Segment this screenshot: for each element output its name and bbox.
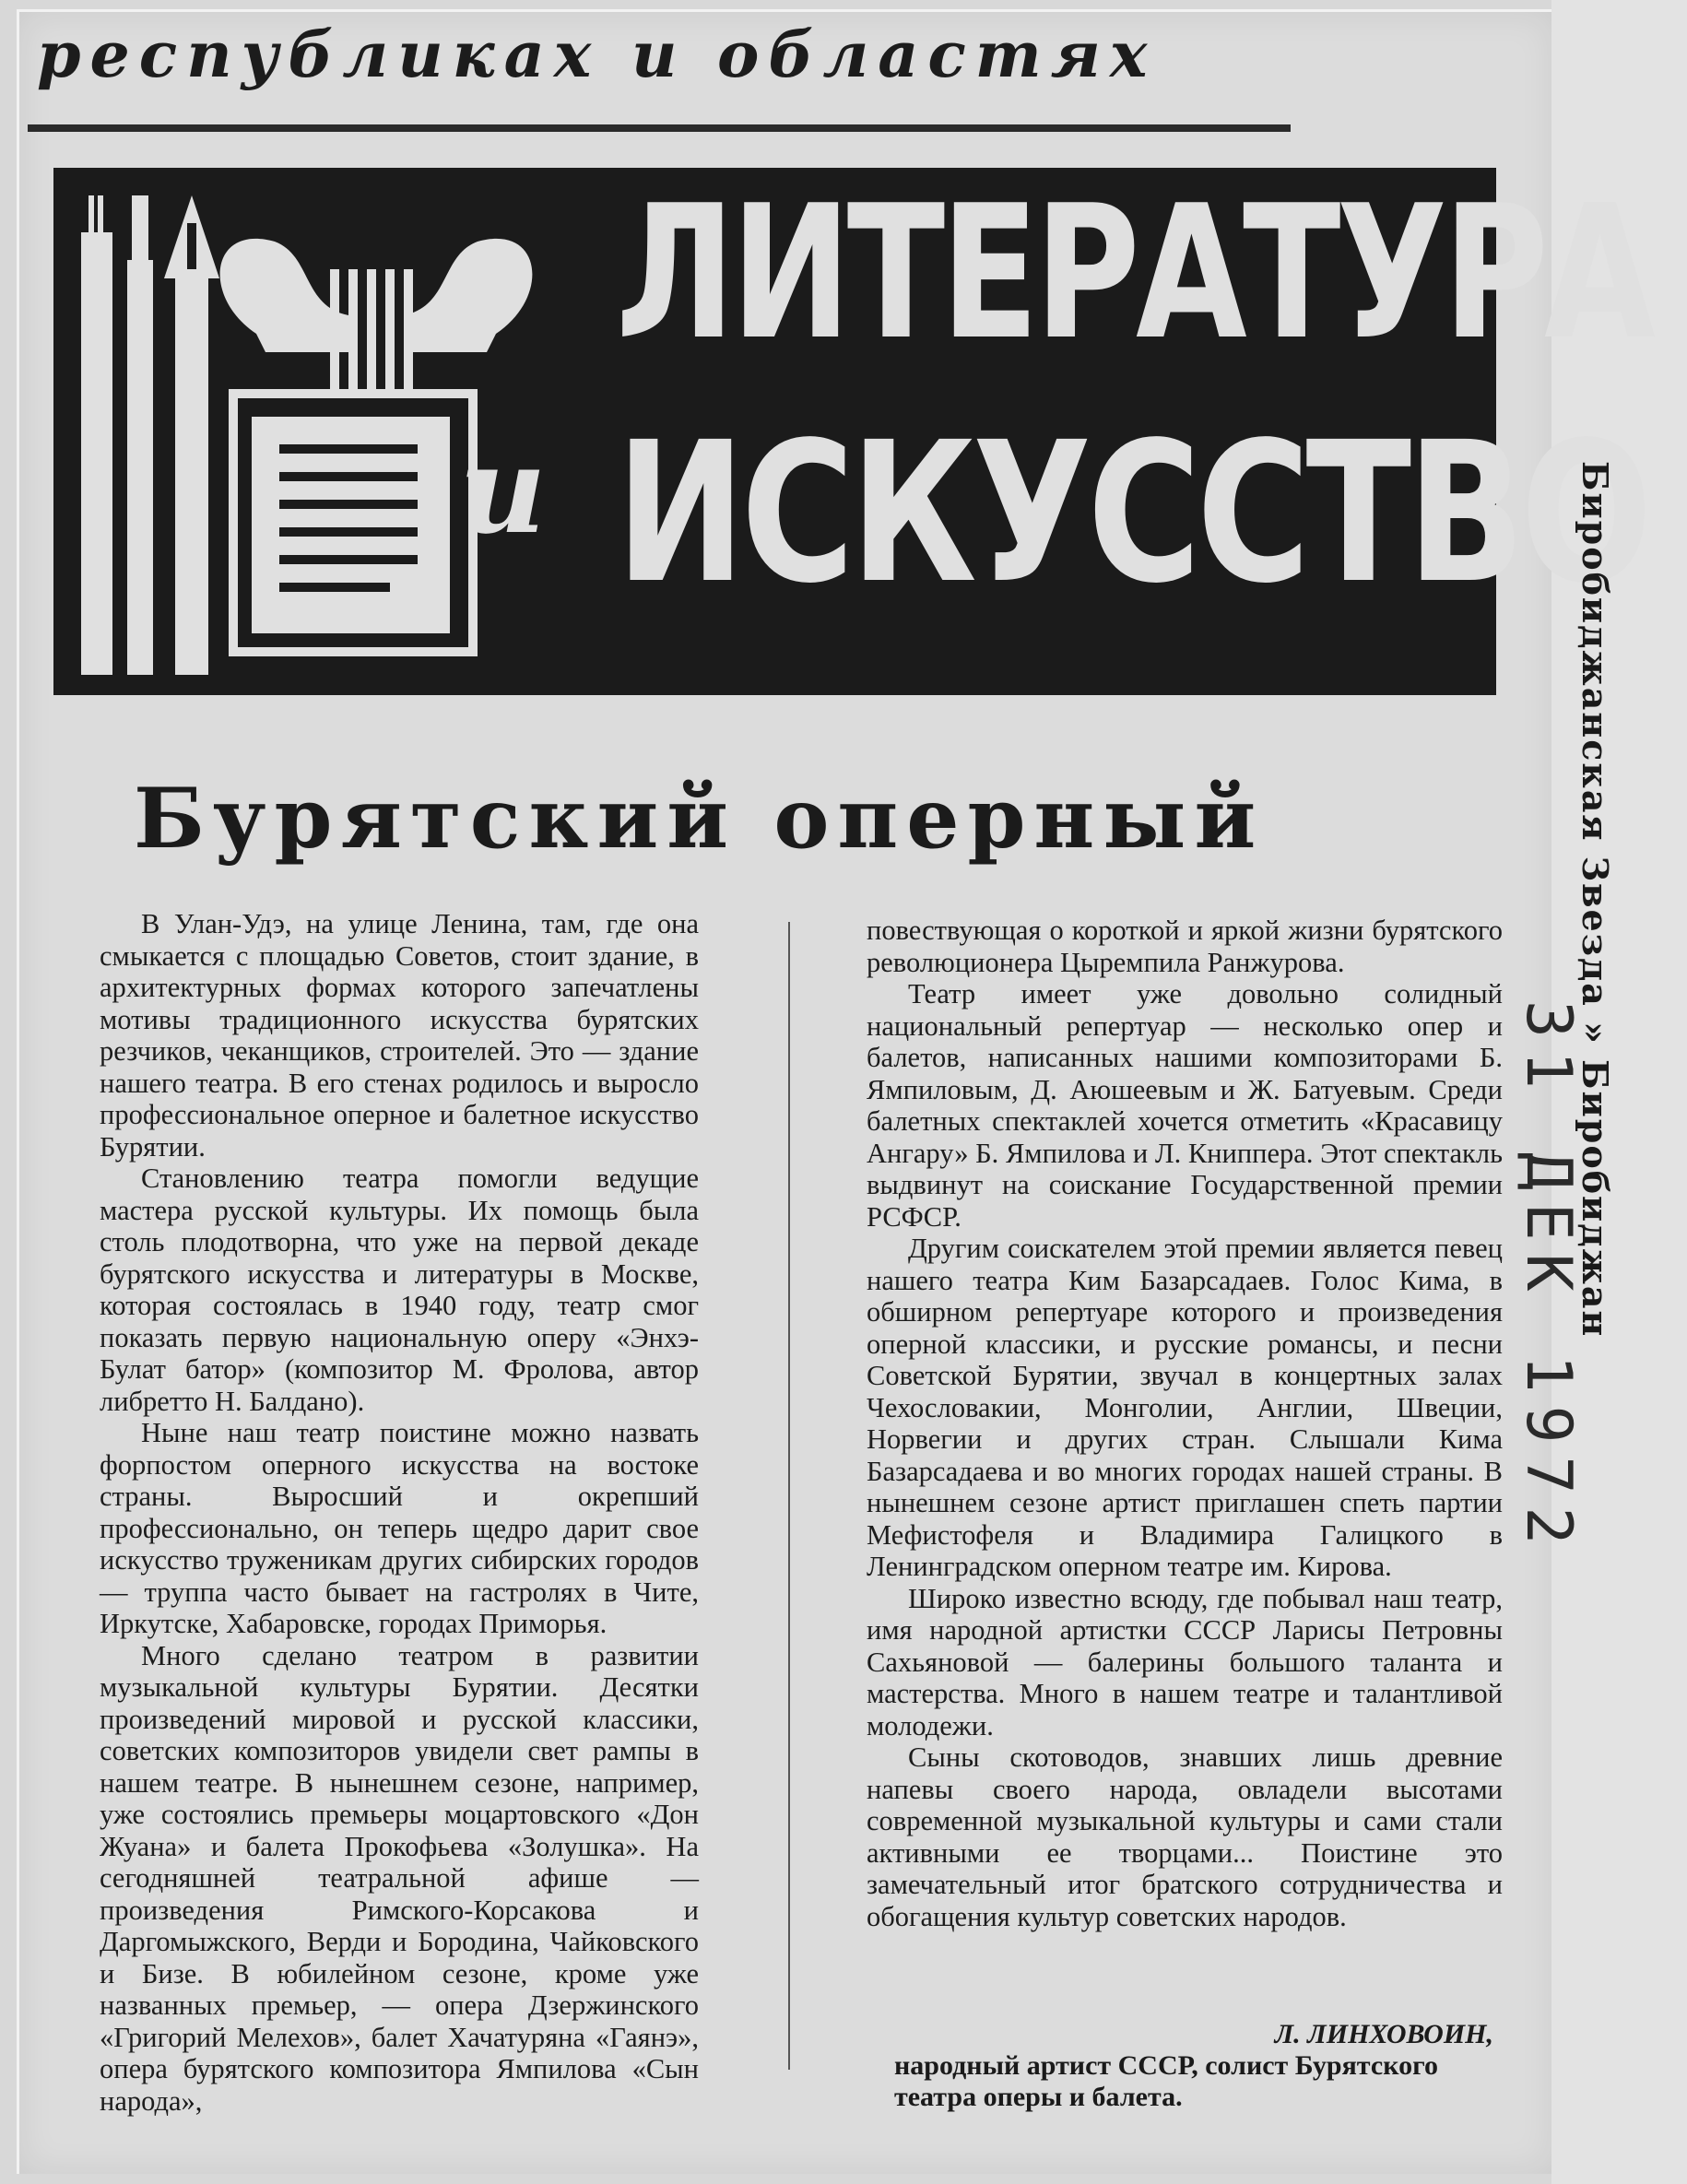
rubric-banner <box>53 166 1652 695</box>
author-name: Л. ЛИНХОВОИН, <box>1274 2019 1493 2049</box>
banner-conjunction: и <box>459 419 547 561</box>
section-rule <box>28 124 1291 132</box>
column-divider <box>788 922 790 2070</box>
paragraph: Другим соискателем этой премии является певец нашего театра Ким Базарсадаев. Голос Кима, в обширном репертуаре которого и произведения оперной классики, и русские романсы, и песни Советской Бурятии, звучал в концертных залах Чехословакии, Монголии, Англии, Швеции, Норвегии и других стран. Слышали Кима Базарсадаева и во многих городах нашей страны. В нынешнем сезоне артист приглашен спеть партии Мефистофеля и Владимира Галицкого в Ленинградском оперном театре им. Кирова. <box>867 1233 1503 1582</box>
paragraph: Становлению театра помогли ведущие мастера русской культуры. Их помощь была столь плодотворна, что уже на первой декаде бурятского искусства и литературы в Москве, которая состоялась в 1940 году, театр смог показать первую национальную оперу «Энхэ-Булат батор» (композитор М. Фролова, автор либретто Н. Балдано). <box>100 1163 699 1417</box>
article-title: Бурятский оперный <box>134 770 1265 868</box>
paragraph: В Улан-Удэ, на улице Ленина, там, где она смыкается с площадью Советов, стоит здание, в архитектурных формах которого запечатлены мотивы традиционного искусства бурятских резчиков, чеканщиков, строителей. Это — здание нашего театра. В его стенах родилось и выросло профессиональное оперное и балетное искусство Бурятии. <box>100 908 699 1163</box>
paragraph: Сыны скотоводов, знавших лишь древние напевы своего народа, овладели высотами современной музыкальной культуры и сами стали активными ее творцами... Поистине это замечательный итог братского сотрудничества и обогащения культур советских народов. <box>867 1741 1503 1932</box>
date-stamp: 31 ДЕК 1972 <box>1512 1000 1585 1558</box>
paragraph: Много сделано театром в развитии музыкальной культуры Бурятии. Десятки произведений мировой и русской классики, советских композиторов увидели свет рампы в нашем театре. В нынешнем сезоне, например, уже состоялись премьеры моцартовского «Дон Жуана» и балета Прокофьева «Золушка». На сегодняшней театральной афише — произведения Римского-Корсакова и Даргомыжского, Верди и Бородина, Чайковского и Бизе. В юбилейном сезоне, кроме уже названных премьер, — опера Дзержинского «Григорий Мелехов», балет Хачатуряна «Гаянэ», опера бурятского композитора Ямпилова «Сын народа», <box>100 1639 699 2117</box>
paragraph: Широко известно всюду, где побывал наш театр, имя народной артистки СССР Ларисы Петровны Сахьяновой — балерины большого таланта и мастерства. Много в нашем театре и талантливой молодежи. <box>867 1582 1503 1741</box>
author-title: народный артист СССР, солист Бурятского театра оперы и балета. <box>894 2050 1438 2112</box>
banner-title-literature: ЛИТЕРАТУРА <box>616 166 1652 381</box>
paragraph: Театр имеет уже довольно солидный национальный репертуар — несколько опер и балетов, написанных нашими композиторами Б. Ямпиловым, Д. Аюшеевым и Ж. Батуевым. Среди балетных спектаклей хочется отметить «Красавицу Ангару» Б. Ямпилова и Л. Книппера. Этот спектакль выдвинут на соискание Государственной премии РСФСР. <box>867 978 1503 1233</box>
paragraph: Ныне наш театр поистине можно назвать форпостом оперного искусства на востоке страны. Выросший и окрепший профессионально, он теперь щедро дарит свое искусство труженикам других сибирских городов — труппа часто бывает на гастролях в Чите, Иркутске, Хабаровске, городах Приморья. <box>100 1417 699 1639</box>
newspaper-source-label: Биробиджанская Звезда » Биробиджан <box>1575 461 1616 1339</box>
article-column-left <box>100 908 699 2117</box>
paragraph: повествующая о короткой и яркой жизни бурятского революционера Цыремпила Ранжурова. <box>867 915 1503 978</box>
section-header: республиках и областях <box>37 18 1157 92</box>
banner-title-art: ИСКУССТВО <box>616 400 1648 626</box>
author-signature <box>894 2019 1521 2113</box>
article-column-right <box>867 915 1503 1932</box>
